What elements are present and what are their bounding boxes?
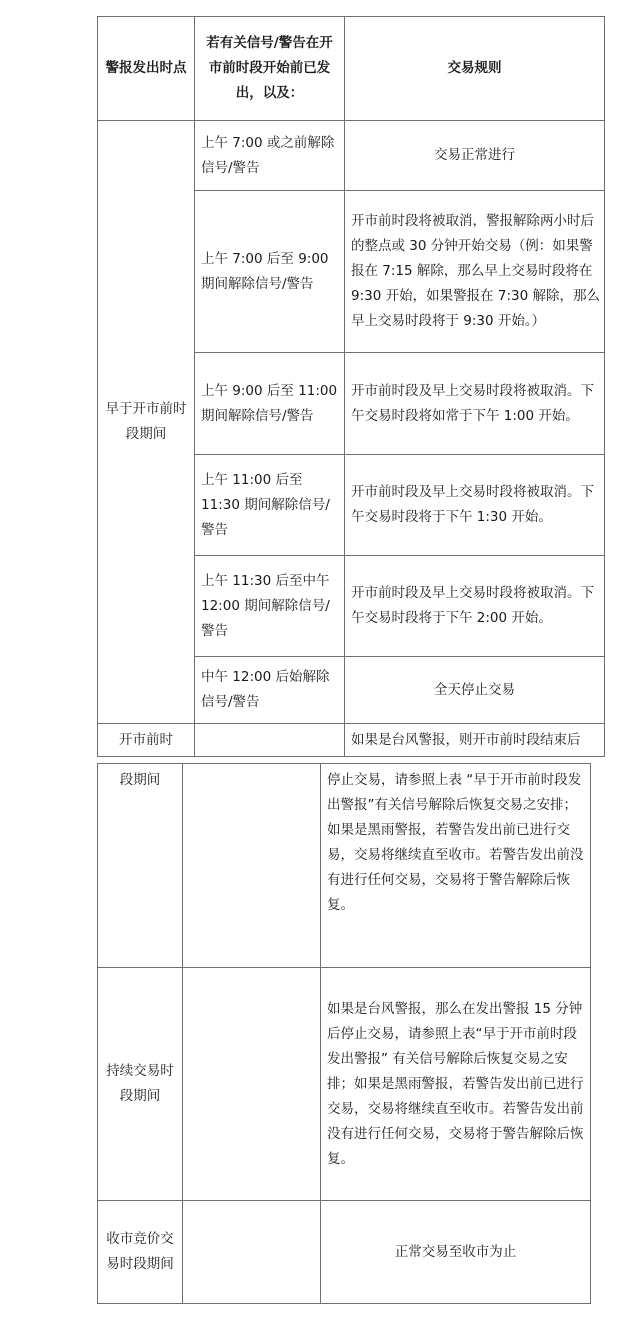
table-row bbox=[98, 724, 605, 757]
header-signal-condition: 若有关信号/警告在开市前时段开始前已发出，以及： bbox=[195, 17, 345, 121]
condition-cell: 上午 11:00 后至 11:30 期间解除信号/警告 bbox=[195, 455, 345, 556]
table-row bbox=[98, 764, 591, 968]
empty-condition-cell bbox=[183, 968, 321, 1201]
condition-cell: 上午 7:00 或之前解除信号/警告 bbox=[195, 121, 345, 191]
rule-cell: 开市前时段及早上交易时段将被取消。下午交易时段将于下午 1:30 开始。 bbox=[345, 455, 605, 556]
rule-cell: 开市前时段将被取消，警报解除两小时后的整点或 30 分钟开始交易（例：如果警报在 7:15 解除，那么早上交易时段将在 9:30 开始，如果警报在 7:30 解除，那么早上交易时段将于 9:30 开始。） bbox=[345, 191, 605, 353]
trading-rules-table-part2 bbox=[97, 763, 591, 1304]
table-row bbox=[98, 121, 605, 191]
group-label-preopening-top: 开市前时 bbox=[98, 724, 195, 757]
trading-rules-table-part1 bbox=[97, 16, 605, 757]
condition-cell: 上午 11:30 后至中午 12:00 期间解除信号/警告 bbox=[195, 556, 345, 657]
rule-cell: 开市前时段及早上交易时段将被取消。下午交易时段将于下午 2:00 开始。 bbox=[345, 556, 605, 657]
rule-cell-top: 如果是台风警报，则开市前时段结束后 bbox=[345, 724, 605, 757]
rule-cell: 正常交易至收市为止 bbox=[321, 1201, 591, 1304]
header-row bbox=[98, 17, 605, 121]
empty-condition-cell bbox=[183, 764, 321, 968]
condition-cell: 上午 7:00 后至 9:00 期间解除信号/警告 bbox=[195, 191, 345, 353]
header-alert-time: 警报发出时点 bbox=[98, 17, 195, 121]
table-row bbox=[98, 968, 591, 1201]
rule-cell: 全天停止交易 bbox=[345, 657, 605, 724]
group-label-continuous: 持续交易时段期间 bbox=[98, 968, 183, 1201]
rule-cell: 如果是台风警报，那么在发出警报 15 分钟后停止交易，请参照上表“早于开市前时段发出警报” 有关信号解除后恢复交易之安排；如果是黑雨警报，若警告发出前已进行交易，交易将继续直至收市。若警告发出前没有进行任何交易，交易将于警告解除后恢复。 bbox=[321, 968, 591, 1201]
header-trading-rules: 交易规则 bbox=[345, 17, 605, 121]
group-label-closing-auction: 收市竞价交易时段期间 bbox=[98, 1201, 183, 1304]
rule-cell: 交易正常进行 bbox=[345, 121, 605, 191]
rule-cell-bottom: 停止交易，请参照上表 “早于开市前时段发出警报”有关信号解除后恢复交易之安排；如果是黑雨警报，若警告发出前已进行交易，交易将继续直至收市。若警告发出前没有进行任何交易，交易将于警告解除后恢复。 bbox=[321, 764, 591, 968]
group-label-preopening-bottom: 段期间 bbox=[98, 764, 183, 968]
table-row bbox=[98, 1201, 591, 1304]
rule-cell: 开市前时段及早上交易时段将被取消。下午交易时段将如常于下午 1:00 开始。 bbox=[345, 353, 605, 455]
empty-condition-cell bbox=[183, 1201, 321, 1304]
condition-cell: 中午 12:00 后始解除信号/警告 bbox=[195, 657, 345, 724]
empty-condition-cell bbox=[195, 724, 345, 757]
condition-cell: 上午 9:00 后至 11:00 期间解除信号/警告 bbox=[195, 353, 345, 455]
group-label-before-preopening: 早于开市前时段期间 bbox=[98, 121, 195, 724]
